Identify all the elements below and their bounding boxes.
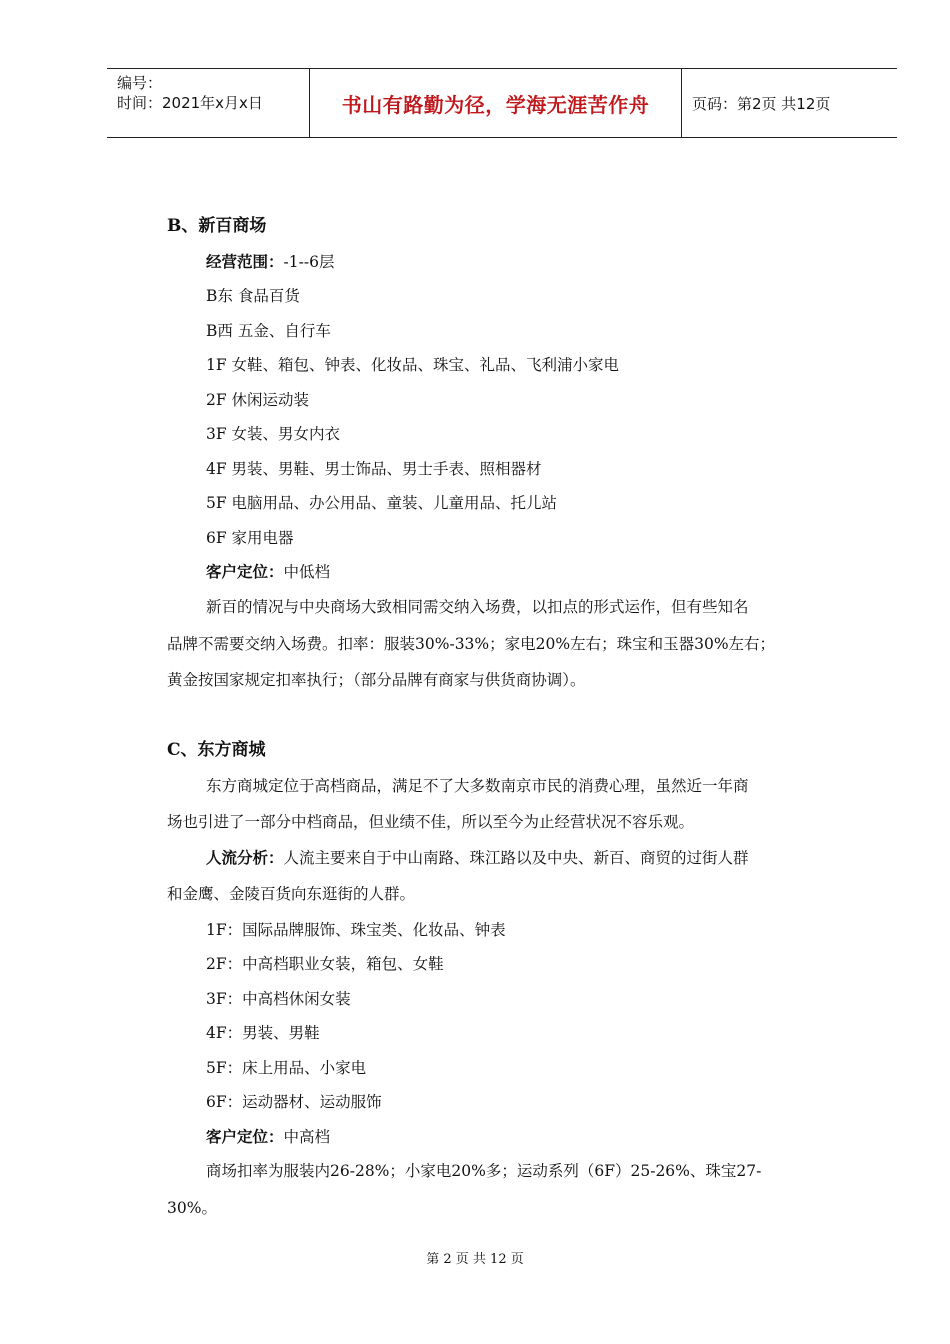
paragraph-line: 黄金按国家规定扣率执行；（部分品牌有商家与供货商协调）。 [167, 671, 586, 689]
header-page-info: 页码：第2页 共12页 [692, 94, 831, 113]
floor-item: 5F 电脑用品、办公用品、童装、儿童用品、托儿站 [206, 494, 558, 512]
position-value: 中低档 [283, 563, 331, 581]
section-b-scope [206, 252, 334, 272]
floor-item: 3F：中高档休闲女装 [206, 990, 351, 1008]
floor-item: 5F：床上用品、小家电 [206, 1059, 367, 1077]
page-footer: 第 2 页 共 12 页 [426, 1252, 524, 1267]
paragraph-line: 和金鹰、金陵百货向东逛街的人群。 [167, 885, 416, 903]
floor-item: 4F：男装、男鞋 [206, 1024, 320, 1042]
header-motto: 书山有路勤为径，学海无涯苦作舟 [309, 69, 682, 137]
scope-label: 经营范围： [206, 253, 284, 271]
floor-item: 3F 女装、男女内衣 [206, 425, 341, 443]
paragraph-line: 新百的情况与中央商场大致相同需交纳入场费，以扣点的形式运作，但有些知名 [206, 598, 749, 616]
floor-item: B东 食品百货 [206, 287, 300, 305]
floor-item: 6F：运动器材、运动服饰 [206, 1093, 382, 1111]
paragraph-line: 场也引进了一部分中档商品，但业绩不佳，所以至今为止经营状况不容乐观。 [167, 813, 695, 831]
floor-item: 2F：中高档职业女装，箱包、女鞋 [206, 955, 444, 973]
traffic-analysis [206, 848, 749, 868]
paragraph-line: 东方商城定位于高档商品，满足不了大多数南京市民的消费心理，虽然近一年商 [206, 777, 749, 795]
section-c-position [206, 1127, 330, 1147]
floor-item: 6F 家用电器 [206, 529, 294, 547]
floor-item: 1F 女鞋、箱包、钟表、化妆品、珠宝、礼品、飞利浦小家电 [206, 356, 620, 374]
floor-item: B西 五金、自行车 [206, 322, 331, 340]
floor-item: 1F：国际品牌服饰、珠宝类、化妆品、钟表 [206, 921, 506, 939]
traffic-text: 人流主要来自于中山南路、珠江路以及中央、新百、商贸的过街人群 [283, 849, 749, 867]
section-b-position [206, 562, 330, 582]
paragraph-line: 30%。 [167, 1199, 217, 1217]
document-time: 时间：2021年x月x日 [117, 94, 263, 112]
header-meta [107, 69, 309, 137]
paragraph-line: 商场扣率为服装内26-28%；小家电20%多；运动系列（6F）25-26%、珠宝27- [206, 1162, 762, 1180]
section-b-title: B、新百商场 [167, 216, 267, 236]
document-number-label: 编号： [117, 74, 163, 92]
floor-item: 4F 男装、男鞋、男士饰品、男士手表、照相器材 [206, 460, 542, 478]
document-header [107, 68, 897, 138]
floor-item: 2F 休闲运动装 [206, 391, 310, 409]
paragraph-line: 品牌不需要交纳入场费。扣率：服装30%-33%；家电20%左右；珠宝和玉器30%左右； [167, 635, 776, 653]
scope-value: -1--6层 [283, 253, 335, 271]
position-label: 客户定位： [206, 563, 284, 581]
position-label: 客户定位： [206, 1128, 284, 1146]
traffic-label: 人流分析： [206, 849, 284, 867]
position-value: 中高档 [283, 1128, 331, 1146]
section-c-title: C、东方商城 [167, 740, 266, 760]
